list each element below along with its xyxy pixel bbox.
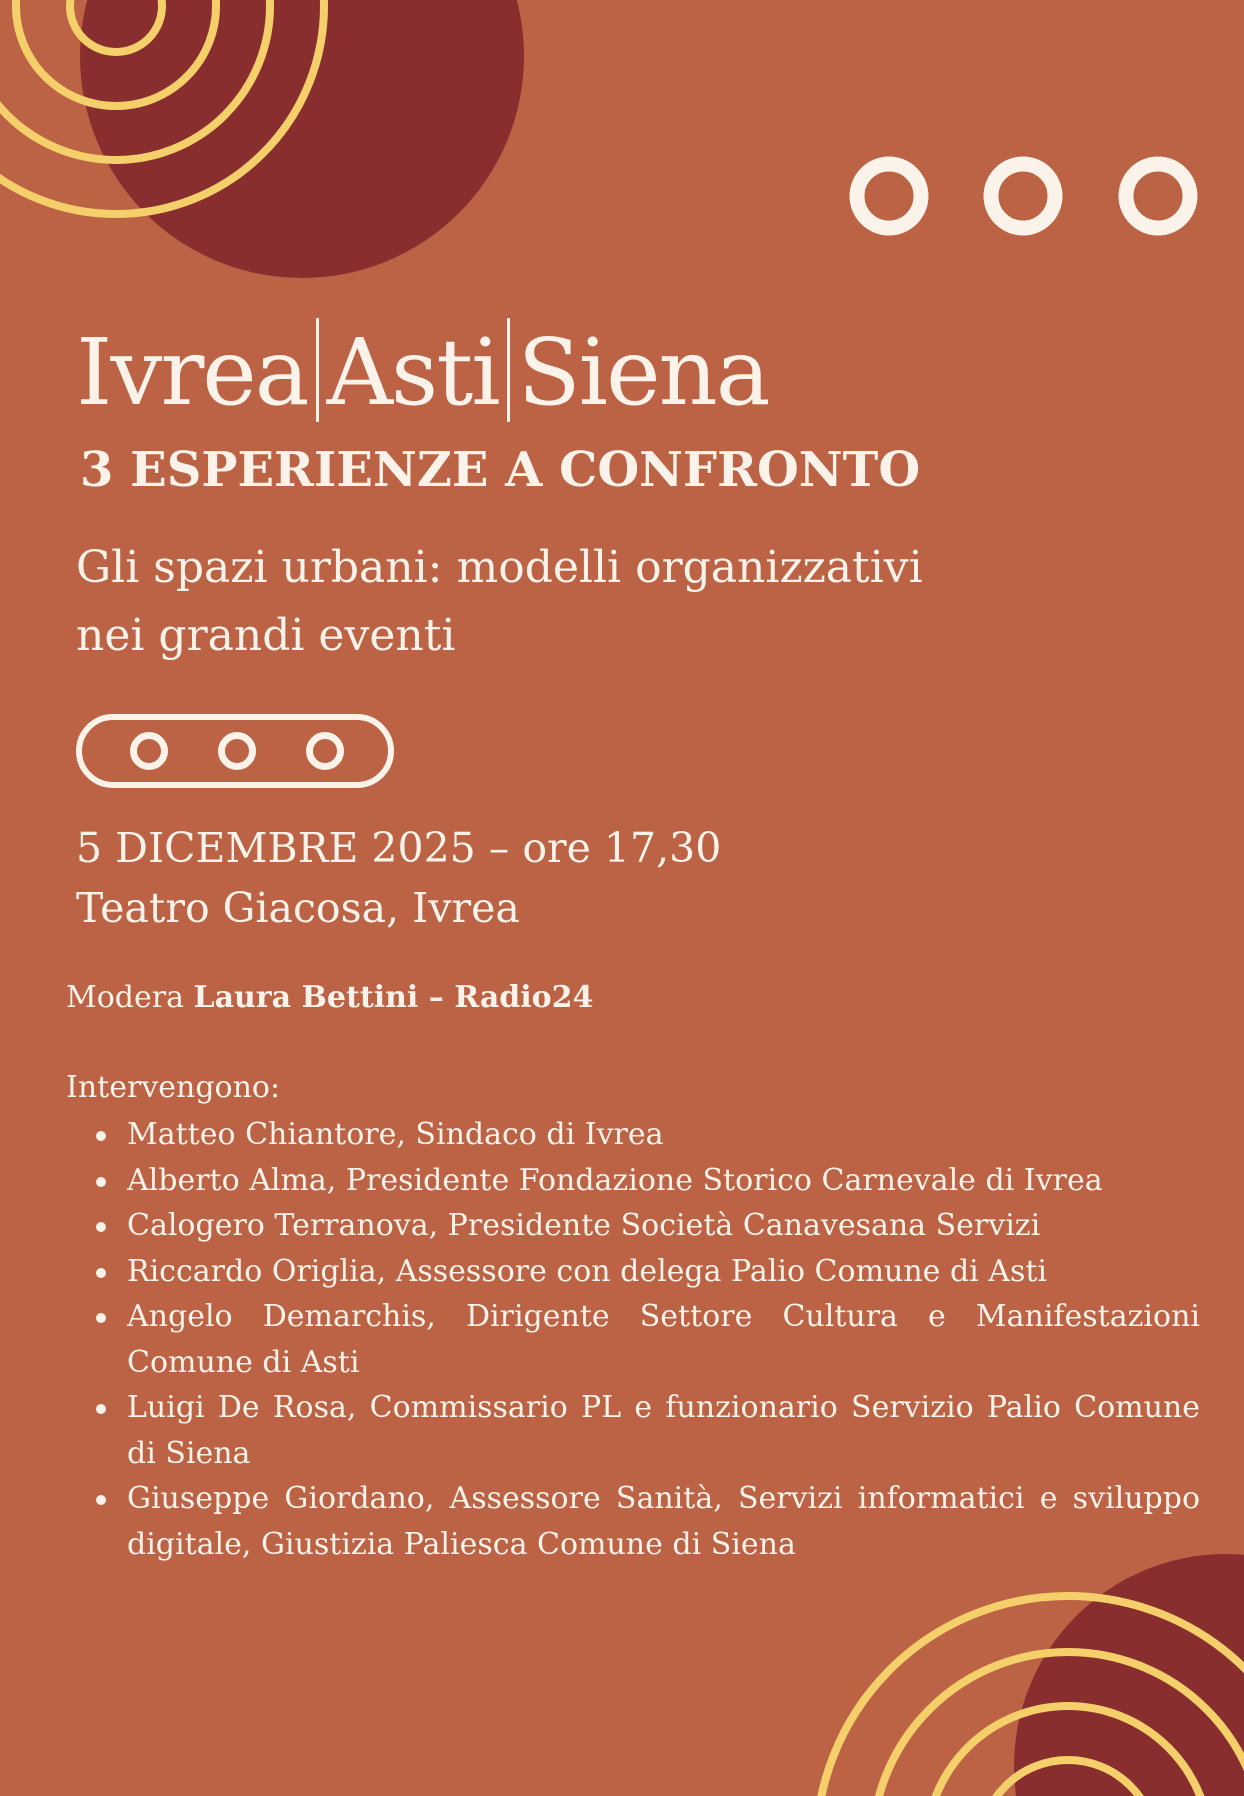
ring-icon (130, 732, 168, 770)
list-item: Calogero Terranova, Presidente Società Canavesana Servizi (127, 1203, 1200, 1249)
list-item: Angelo Demarchis, Dirigente Settore Cultura e Manifestazioni Comune di Asti (127, 1294, 1200, 1385)
top-right-ring-icons (857, 164, 1190, 228)
list-item: Matteo Chiantore, Sindaco di Ivrea (127, 1112, 1200, 1158)
event-info (76, 818, 721, 938)
ring-icon (857, 164, 921, 228)
pill-dots-ornament (76, 714, 394, 788)
list-item: Luigi De Rosa, Commissario PL e funzionario Servizio Palio Comune di Siena (127, 1385, 1200, 1476)
theme-line-1: Gli spazi urbani: modelli organizzativi (76, 542, 923, 593)
speakers-list (0, 1112, 1200, 1567)
ring-icon (306, 732, 344, 770)
event-date-time: 5 DICEMBRE 2025 – ore 17,30 (76, 824, 722, 872)
moderator-line (66, 976, 593, 1020)
top-left-gold-rings (0, 0, 324, 214)
list-item: Alberto Alma, Presidente Fondazione Storico Carnevale di Ivrea (127, 1158, 1200, 1204)
event-venue: Teatro Giacosa, Ivrea (76, 884, 520, 932)
title-city-ivrea: Ivrea (76, 319, 308, 426)
moderator-name: Laura Bettini – Radio24 (193, 980, 594, 1015)
list-item: Giuseppe Giordano, Assessore Sanità, Servizi informatici e sviluppo digitale, Giustizia Paliesca Comune di Siena (127, 1476, 1200, 1567)
title-city-siena: Siena (517, 319, 769, 426)
event-subtitle: 3 ESPERIENZE A CONFRONTO (80, 442, 921, 498)
event-theme (76, 534, 1036, 670)
list-item: Riccardo Origlia, Assessore con delega Palio Comune di Asti (127, 1249, 1200, 1295)
title-separator (507, 318, 510, 422)
bottom-right-gold-rings (816, 1596, 1244, 1796)
top-left-dark-circle (80, 0, 524, 278)
ring-icon (991, 164, 1055, 228)
moderator-prefix: Modera (66, 980, 184, 1015)
event-title (76, 318, 769, 428)
title-separator (316, 318, 319, 422)
ring-icon (218, 732, 256, 770)
ring-icon (1126, 164, 1190, 228)
speakers-label: Intervengono: (66, 1070, 281, 1105)
bottom-right-dark-circle (1014, 1554, 1244, 1796)
title-city-asti: Asti (326, 319, 499, 426)
theme-line-2: nei grandi eventi (76, 610, 456, 661)
